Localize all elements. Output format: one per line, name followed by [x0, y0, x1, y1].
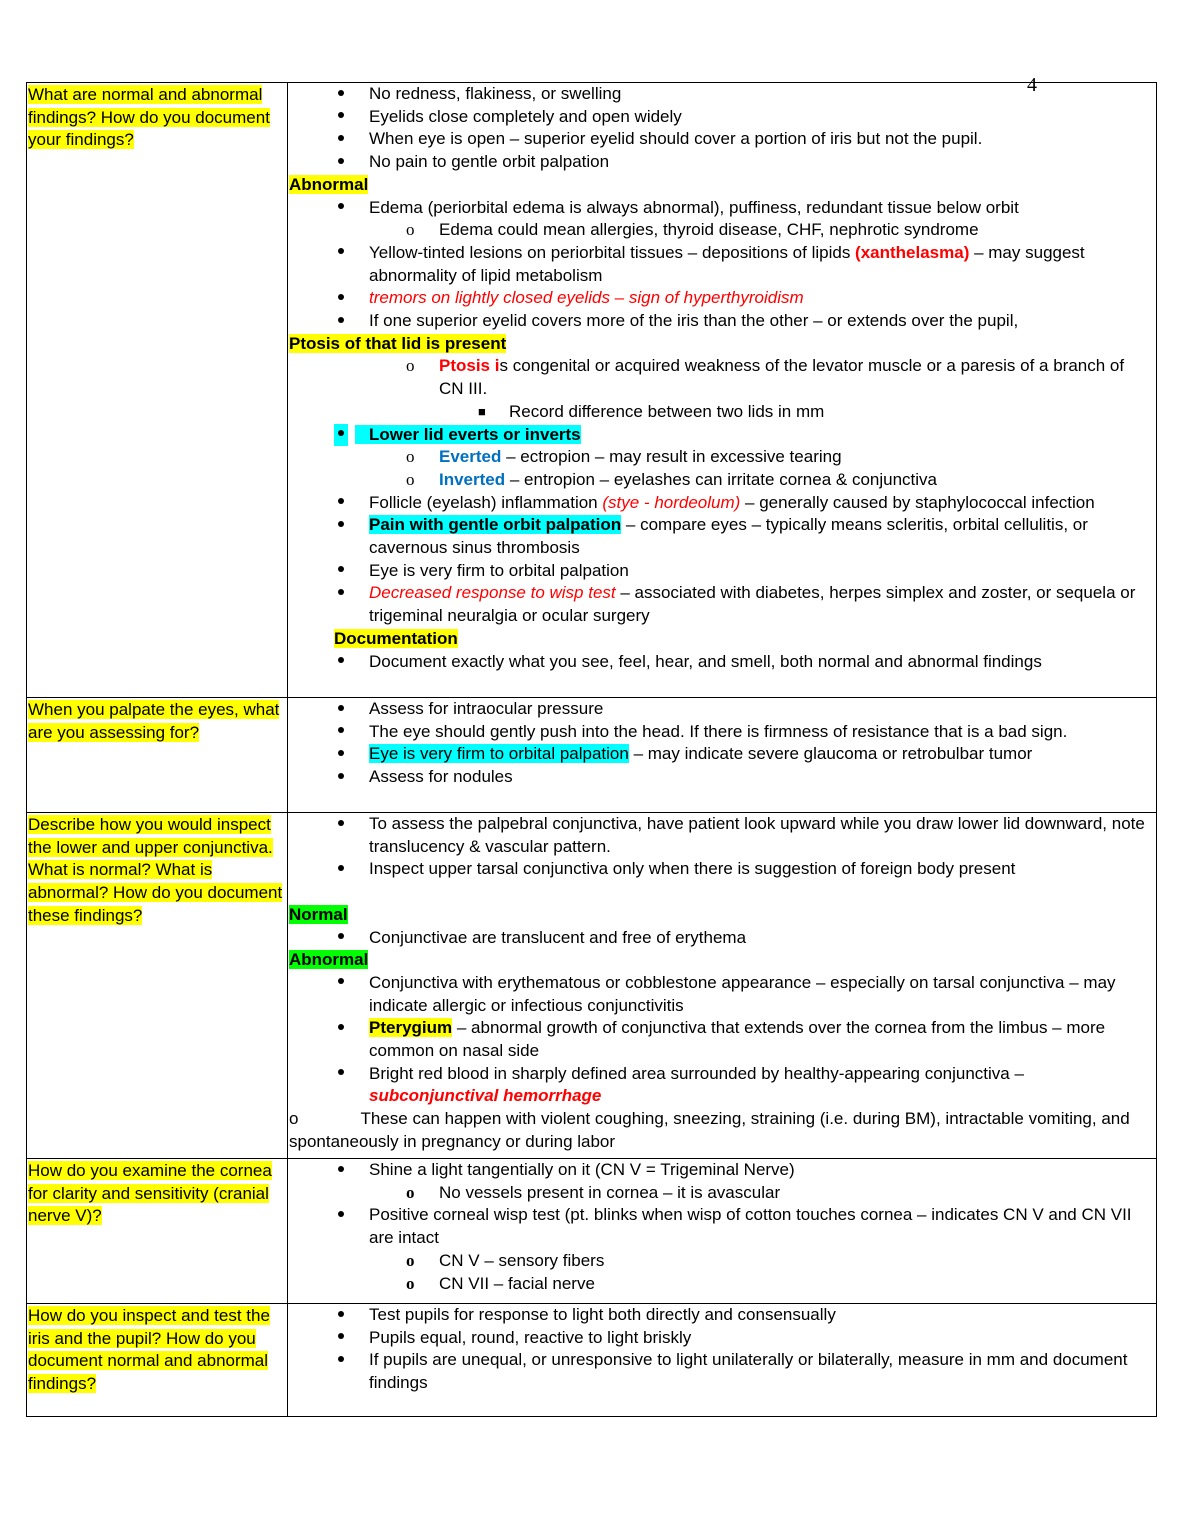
- list-item: Decreased response to wisp test – associated with diabetes, herpes simplex and zoster, or sequela or trigeminal neuralgia or ocular surgery: [288, 582, 1152, 627]
- question-text: Describe how you would inspect the lower and upper conjunctiva. What is normal? What is abnormal? How do you document these findings?: [28, 815, 283, 925]
- bullet-icon: [338, 1211, 344, 1217]
- bullet-icon: [338, 705, 344, 711]
- question-cell: [27, 83, 288, 698]
- bullet-icon: [338, 1024, 344, 1030]
- circle-bullet-icon: o: [406, 1273, 415, 1293]
- list-item: Inspect upper tarsal conjunctiva only when there is suggestion of foreign body present: [288, 858, 1152, 881]
- qa-table: [26, 82, 1157, 1417]
- list-item: Yellow-tinted lesions on periorbital tissues – depositions of lipids (xanthelasma) – may suggest abnormality of lipid metabolism: [288, 242, 1152, 287]
- circle-bullet-icon: o: [406, 469, 415, 489]
- bullet-icon: [338, 90, 344, 96]
- bullet-icon: [338, 978, 344, 984]
- bullet-icon: [338, 158, 344, 164]
- list-item: The eye should gently push into the head. If there is firmness of resistance that is a bad sign.: [288, 721, 1152, 744]
- table-row: [27, 83, 1157, 698]
- circle-bullet-icon: o: [406, 1250, 415, 1270]
- list-item: Assess for intraocular pressure: [288, 698, 1152, 721]
- circle-bullet-icon: o: [406, 1182, 415, 1202]
- answer-cell: [288, 813, 1157, 1159]
- bullet-icon: [338, 1166, 344, 1172]
- bullet-icon: [338, 112, 344, 118]
- list-item: No pain to gentle orbit palpation: [288, 151, 1152, 174]
- question-text: When you palpate the eyes, what are you assessing for?: [28, 700, 280, 742]
- bullet-icon: [338, 1333, 344, 1339]
- sub-list-item: o CN VII – facial nerve: [288, 1273, 1152, 1296]
- section-heading: Ptosis of that lid is present: [289, 333, 507, 353]
- sub-list-item: o Everted – ectropion – may result in excessive tearing: [288, 446, 1152, 469]
- bullet-icon: [338, 773, 344, 779]
- bullet-icon: [338, 1356, 344, 1362]
- bullet-icon: [338, 294, 344, 300]
- question-text: How do you inspect and test the iris and the pupil? How do you document normal and abnormal findings?: [28, 1306, 270, 1394]
- bullet-icon: [338, 1311, 344, 1317]
- list-item: To assess the palpebral conjunctiva, have patient look upward while you draw lower lid downward, note translucency & vascular pattern.: [288, 813, 1152, 858]
- sub-sub-list-item: ■ Record difference between two lids in mm: [288, 401, 1152, 424]
- list-item: Document exactly what you see, feel, hear, and smell, both normal and abnormal findings: [288, 651, 1152, 674]
- circle-bullet-icon: o: [406, 447, 415, 467]
- bullet-icon: [338, 933, 344, 939]
- bullet-icon: [338, 657, 344, 663]
- list-item: Test pupils for response to light both directly and consensually: [288, 1304, 1152, 1327]
- bullet-icon: [338, 820, 344, 826]
- bullet-icon: [338, 521, 344, 527]
- bullet-icon: [338, 203, 344, 209]
- bullet-icon: [338, 589, 344, 595]
- list-item: Assess for nodules: [288, 766, 1152, 789]
- answer-cell: [288, 1304, 1157, 1417]
- list-item: If pupils are unequal, or unresponsive to light unilaterally or bilaterally, measure in mm and document findings: [288, 1349, 1152, 1394]
- sub-list-item: o Edema could mean allergies, thyroid disease, CHF, nephrotic syndrome: [288, 219, 1152, 242]
- circle-bullet-icon: o: [406, 220, 415, 240]
- section-heading: Abnormal: [289, 174, 369, 194]
- question-text: How do you examine the cornea for clarity and sensitivity (cranial nerve V)?: [28, 1161, 272, 1226]
- bullet-icon: [338, 727, 344, 733]
- list-item: No redness, flakiness, or swelling: [288, 83, 1152, 106]
- table-row: [27, 698, 1157, 813]
- sub-list-item: o CN V – sensory fibers: [288, 1250, 1152, 1273]
- bullet-icon: [338, 248, 344, 254]
- list-item: Eyelids close completely and open widely: [288, 106, 1152, 129]
- question-cell: [27, 1159, 288, 1304]
- list-item: Eye is very firm to orbital palpation – may indicate severe glaucoma or retrobulbar tumor: [288, 743, 1152, 766]
- bullet-icon: [338, 1069, 344, 1075]
- bullet-icon: [338, 135, 344, 141]
- list-item: tremors on lightly closed eyelids – sign of hyperthyroidism: [288, 287, 1152, 310]
- list-item: Pterygium – abnormal growth of conjunctiva that extends over the cornea from the limbus – more common on nasal side: [288, 1017, 1152, 1062]
- section-heading: Documentation: [334, 628, 458, 648]
- list-item: Pupils equal, round, reactive to light briskly: [288, 1327, 1152, 1350]
- circle-bullet-icon: o: [406, 356, 415, 376]
- list-item: Lower lid everts or inverts: [288, 424, 1152, 447]
- list-item: Eye is very firm to orbital palpation: [288, 560, 1152, 583]
- table-row: [27, 1159, 1157, 1304]
- section-heading: Normal: [289, 904, 348, 924]
- bullet-icon: [338, 430, 344, 436]
- section-heading: Abnormal: [289, 950, 369, 970]
- list-item: Bright red blood in sharply defined area surrounded by healthy-appearing conjunctiva – subconjunctival hemorrhage: [288, 1063, 1152, 1108]
- list-item: Edema (periorbital edema is always abnormal), puffiness, redundant tissue below orbit: [288, 197, 1152, 220]
- circle-bullet-icon: o: [289, 1109, 299, 1129]
- bullet-icon: [338, 750, 344, 756]
- list-item: Positive corneal wisp test (pt. blinks when wisp of cotton touches cornea – indicates CN V and CN VII are intact: [288, 1204, 1152, 1249]
- question-cell: [27, 698, 288, 813]
- sub-list-item: o Ptosis is congenital or acquired weakness of the levator muscle or a paresis of a branch of CN III.: [406, 356, 1125, 399]
- table-row: [27, 813, 1157, 1159]
- answer-cell: [288, 83, 1157, 698]
- list-item: Pain with gentle orbit palpation – compare eyes – typically means scleritis, orbital cellulitis, or cavernous sinus thrombosis: [288, 514, 1152, 559]
- answer-cell: [288, 1159, 1157, 1304]
- list-item: Shine a light tangentially on it (CN V = Trigeminal Nerve): [288, 1159, 1152, 1182]
- answer-cell: [288, 698, 1157, 813]
- bullet-icon: [338, 566, 344, 572]
- sub-list-item: o Inverted – entropion – eyelashes can irritate cornea & conjunctiva: [288, 469, 1152, 492]
- list-item: When eye is open – superior eyelid should cover a portion of iris but not the pupil.: [288, 128, 1152, 151]
- sub-list-item: o No vessels present in cornea – it is avascular: [288, 1182, 1152, 1205]
- list-item: Conjunctivae are translucent and free of erythema: [288, 927, 1152, 950]
- question-cell: [27, 1304, 288, 1417]
- note-paragraph: o These can happen with violent coughing, sneezing, straining (i.e. during BM), intractable vomiting, and spontaneously in pregnancy or during labor: [289, 1109, 1130, 1151]
- question-text: What are normal and abnormal findings? How do you document your findings?: [28, 85, 270, 150]
- page-number: 4: [1027, 74, 1037, 96]
- list-item: Follicle (eyelash) inflammation (stye - hordeolum) – generally caused by staphylococcal infection: [288, 492, 1152, 515]
- bullet-icon: [338, 498, 344, 504]
- list-item: If one superior eyelid covers more of the iris than the other – or extends over the pupil,: [288, 310, 1152, 333]
- square-bullet-icon: ■: [478, 403, 486, 419]
- list-item: Conjunctiva with erythematous or cobblestone appearance – especially on tarsal conjunctiva – may indicate allergic or infectious conjunctivitis: [288, 972, 1152, 1017]
- bullet-icon: [338, 317, 344, 323]
- question-cell: [27, 813, 288, 1159]
- table-row: [27, 1304, 1157, 1417]
- bullet-icon: [338, 865, 344, 871]
